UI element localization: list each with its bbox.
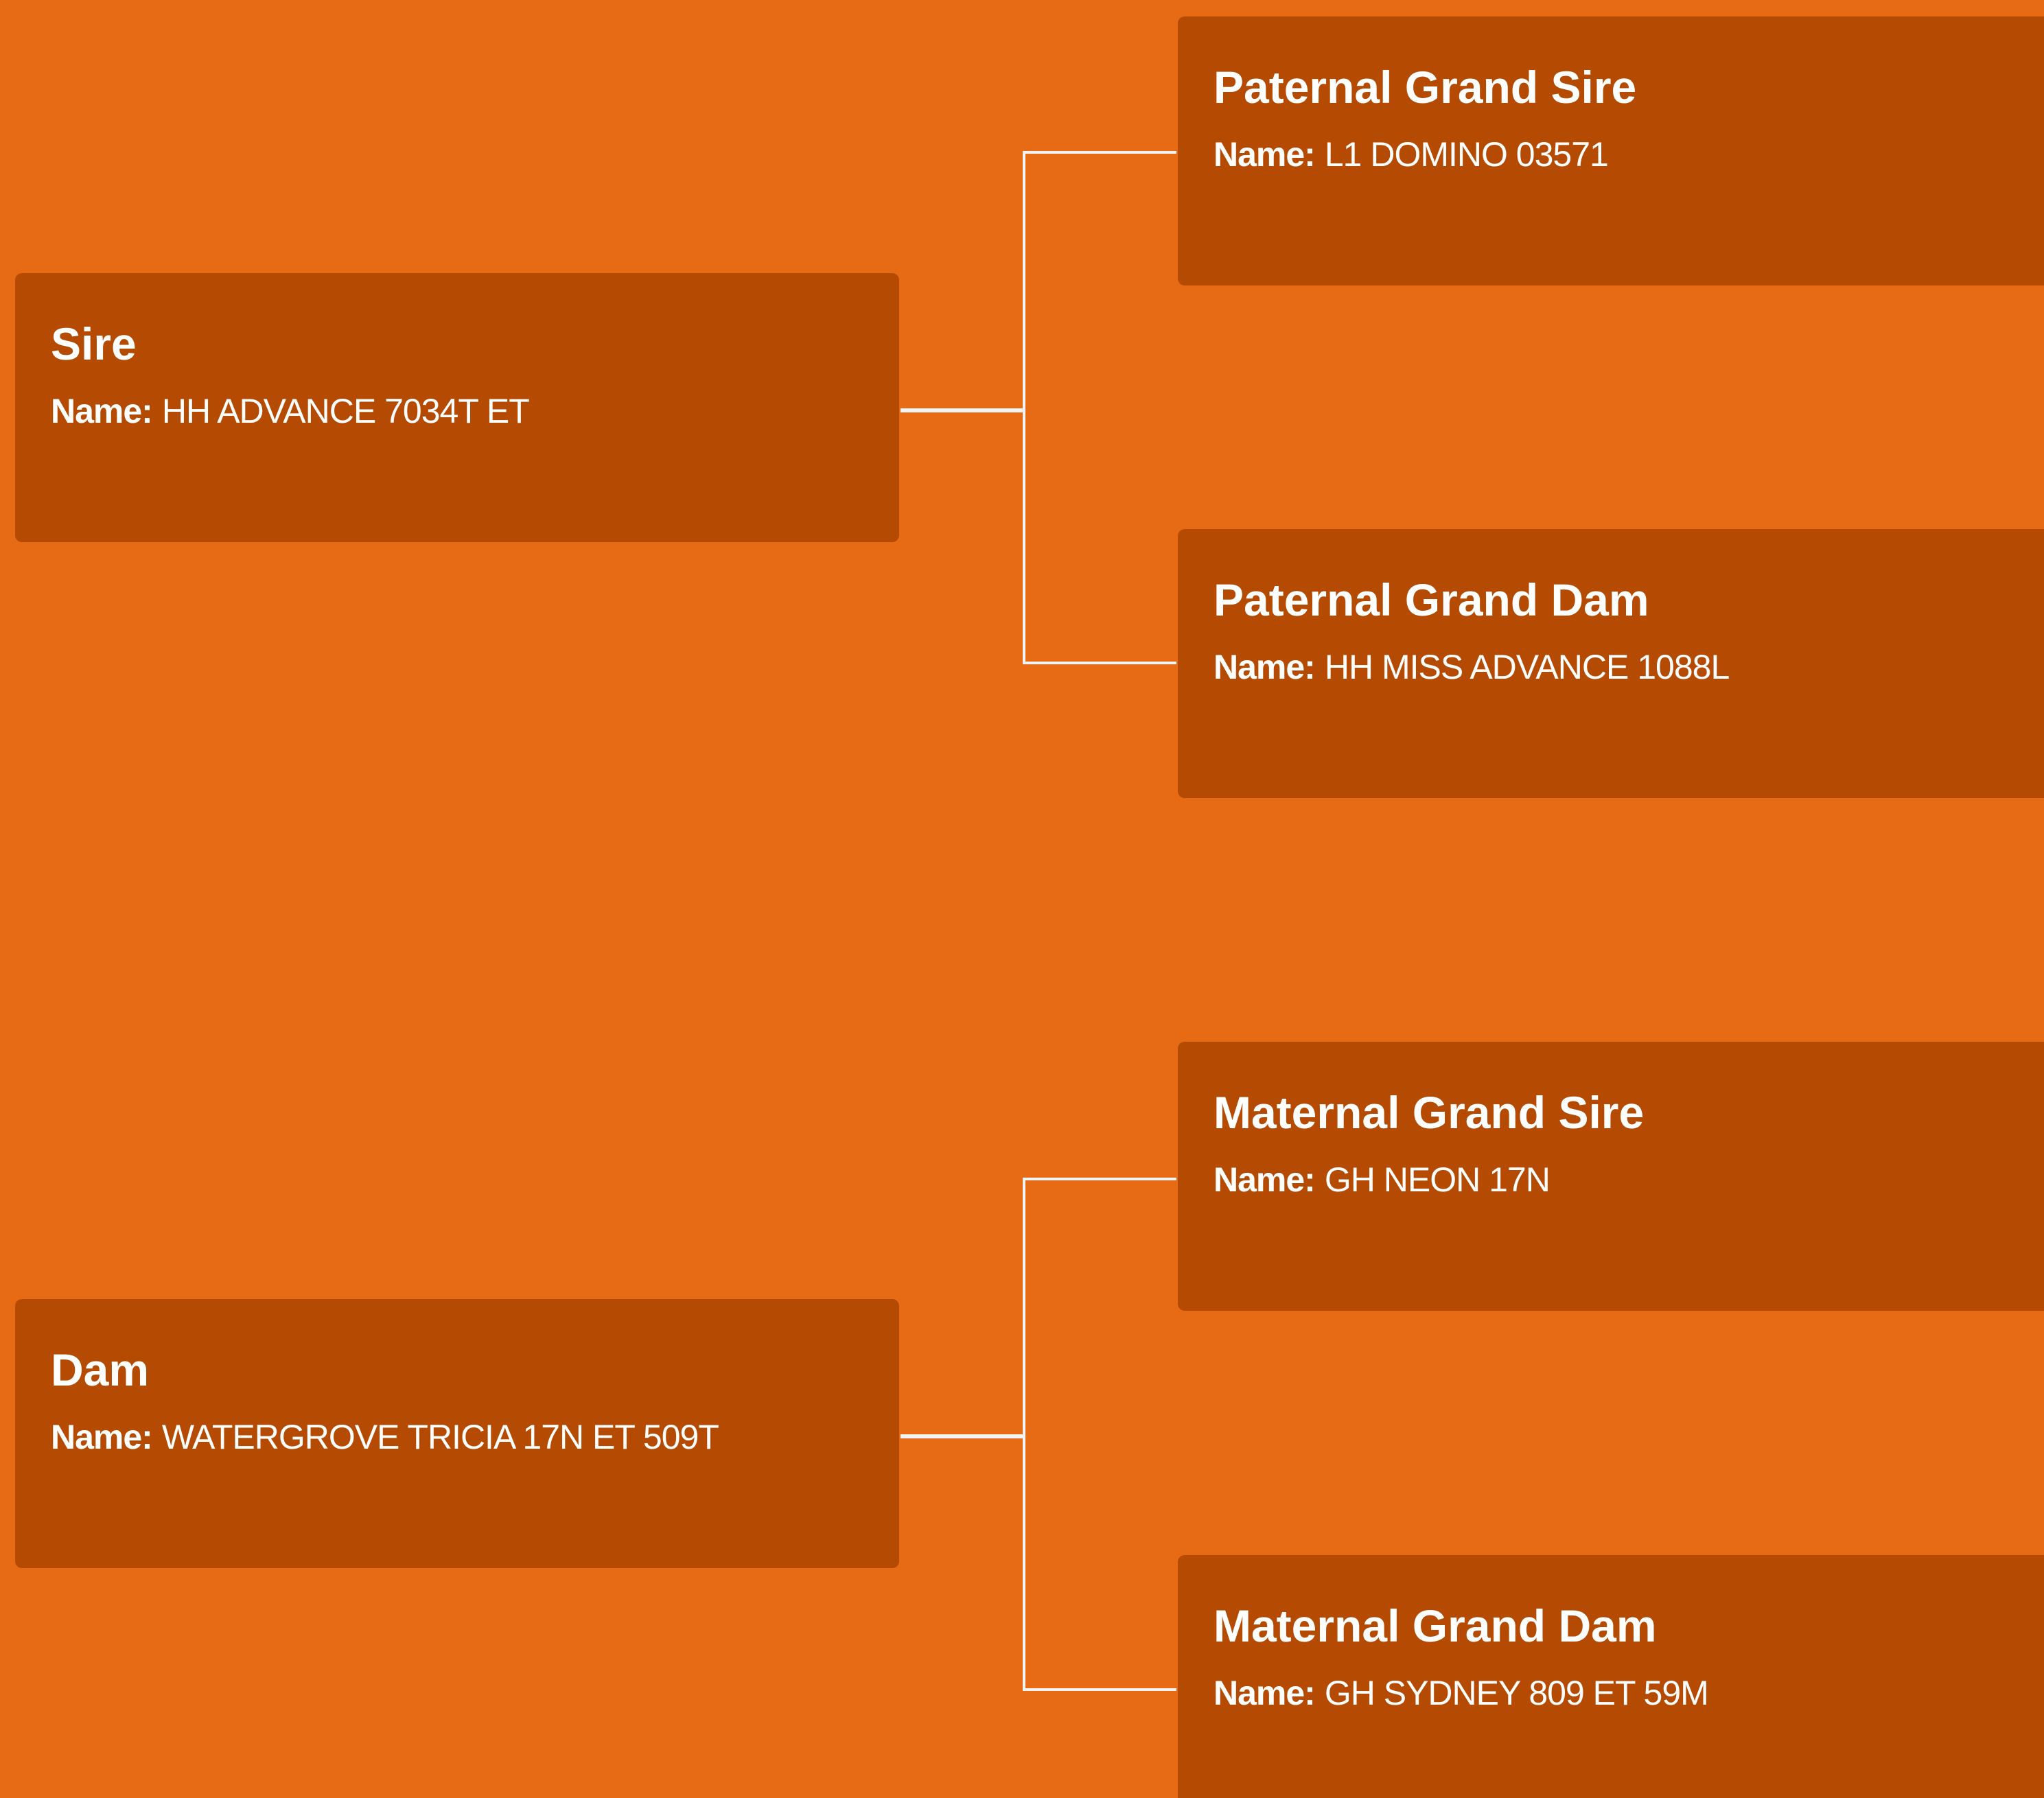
maternal-grand-dam-card [1178, 1555, 2044, 1798]
paternal-grand-dam-card [1178, 529, 2044, 798]
paternal-grand-sire-title: Paternal Grand Sire [1213, 62, 1637, 113]
sire-title: Sire [51, 318, 137, 369]
paternal-grand-dam-title: Paternal Grand Dam [1213, 574, 1649, 625]
paternal-grand-sire-name-label: Name: [1213, 135, 1315, 174]
maternal-grand-sire-title: Maternal Grand Sire [1213, 1087, 1645, 1138]
dam-name-value: WATERGROVE TRICIA 17N ET 509T [161, 1418, 719, 1456]
paternal-grand-sire-card [1178, 16, 2044, 285]
maternal-grand-sire-card [1178, 1042, 2044, 1311]
sire-name-value: HH ADVANCE 7034T ET [161, 392, 529, 430]
sire-card [15, 273, 899, 542]
paternal-grand-dam-name-value: HH MISS ADVANCE 1088L [1324, 648, 1730, 686]
dam-name-label: Name: [51, 1418, 152, 1456]
paternal-grand-dam-name-label: Name: [1213, 648, 1315, 686]
paternal-grand-dam-name-row [1213, 650, 2008, 684]
maternal-grand-dam-title: Maternal Grand Dam [1213, 1600, 1657, 1651]
dam-name-row [51, 1420, 863, 1454]
maternal-grand-sire-name-label: Name: [1213, 1160, 1315, 1199]
dam-card [15, 1299, 899, 1568]
sire-name-row [51, 394, 863, 428]
sire-name-label: Name: [51, 392, 152, 430]
maternal-grand-dam-name-row [1213, 1676, 2008, 1710]
maternal-grand-dam-name-value: GH SYDNEY 809 ET 59M [1324, 1674, 1708, 1712]
paternal-grand-sire-name-row [1213, 137, 2008, 172]
maternal-grand-sire-name-row [1213, 1160, 2008, 1199]
paternal-grand-sire-name-value: L1 DOMINO 03571 [1324, 135, 1608, 174]
maternal-grand-sire-name-value: GH NEON 17N [1324, 1160, 1550, 1199]
maternal-grand-dam-name-label: Name: [1213, 1674, 1315, 1712]
dam-title: Dam [51, 1344, 150, 1395]
